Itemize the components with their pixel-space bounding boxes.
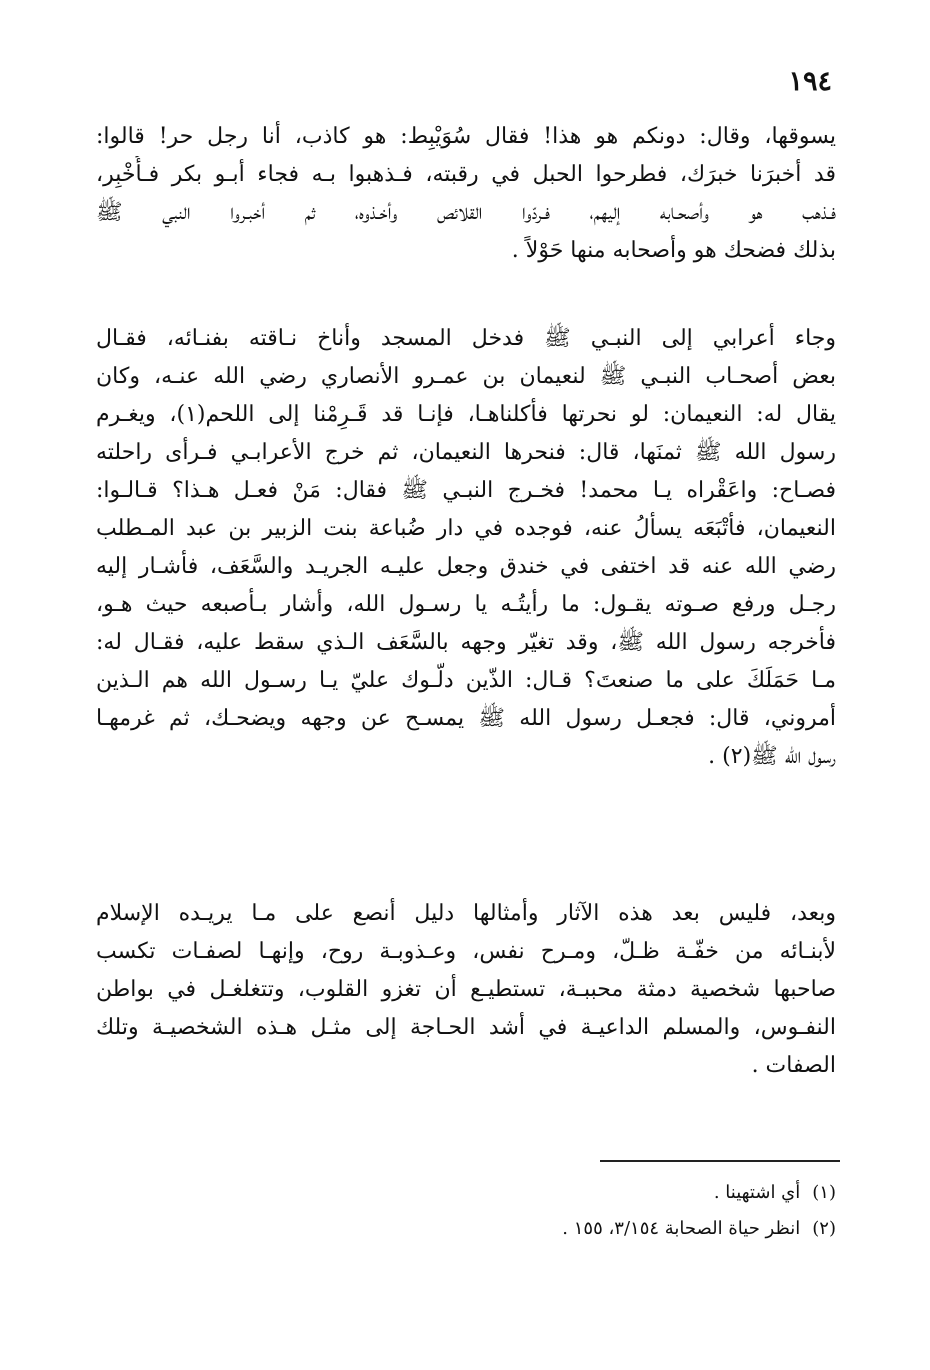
text-line: النفـوس، والمسلم الداعيـة في أشد الحـاجة إلى مثـل هـذه الشخصيـة وتلك xyxy=(96,1015,836,1040)
text-line: رضي الله عنه قد اختفى في خندق وجعل عليـه الجريـد والسَّعَف، فأشـار إليه xyxy=(96,554,836,579)
text-line: وبعد، فليس بعد هذه الآثار وأمثالها دليل أنصع على مـا يريـده الإسلام xyxy=(96,901,836,926)
text-line: مـا حَمَلَكَ على ما صنعتَ؟ قـال: الذّين دلّـوك عليّ يـا رسـول الله هم الـذين xyxy=(96,668,836,693)
footnotes xyxy=(96,1175,836,1247)
footnote-1 xyxy=(96,1175,836,1211)
text-line: الصفات . xyxy=(751,1053,836,1078)
footnote-divider xyxy=(600,1160,840,1162)
paragraph-2 xyxy=(96,320,836,776)
paragraph-1 xyxy=(96,118,836,270)
footnote-marker: (١) xyxy=(812,1182,836,1203)
text-line: وجاء أعرابي إلى النبـي ﷺ فدخل المسجد وأناخ نـاقته بفنـائه، فقـال xyxy=(96,326,836,351)
footnote-text: أي اشتهينا . xyxy=(713,1182,801,1203)
text-line: يسوقها، وقال: دونكم هو هذا! فقال سُوَيْبِط: هو كاذب، أنا رجل حر! قالوا: xyxy=(96,124,836,149)
text-line: بذلك فضحك هو وأصحابه منها حَوْلاً . xyxy=(511,238,836,263)
text-line: صاحبها شخصية دمثة محببـة، تستطيـع أن تغزو القلوب، وتتغلغـل في بواطن xyxy=(96,977,836,1002)
text-line: قد أخبرَنا خبرَك، فطرحوا الحبل في رقبته، فـذهبوا بـه فجاء أبـو بكر فـأُخْبِر، xyxy=(96,162,836,187)
text-line: بعض أصحـاب النبـي ﷺ لنعيمان بن عمـرو الأنصاري رضي الله عنـه، وكان xyxy=(96,364,836,389)
text-line: أمروني، قال: فجعـل رسول الله ﷺ يمسـح عن وجهه ويضحـك، ثم غرمهـا xyxy=(96,706,836,731)
text-line: يقال له: النعيمان: لو نحرتها فأكلناهـا، فإنـا قد قَـرِمْنا إلى اللحم(١)، ويغـرم xyxy=(96,402,836,427)
text-line: فأخرجه رسول الله ﷺ، وقد تغيّر وجهه بالسَّعَف الـذي سقط عليه، فقـال له: xyxy=(96,630,836,655)
footnote-2 xyxy=(96,1211,836,1247)
page-number: ١٩٤ xyxy=(788,66,832,97)
text-line: رسول الله ﷺ(٢) . xyxy=(708,744,836,769)
text-line: لأبنـائه من خفّـة ظـلّ، ومـرح نفس، وعـذوبـة روح، وإنهـا لصفـات تكسب xyxy=(96,939,836,964)
text-line: النعيمان، فأتْبَعَه يسألُ عنه، فوجده في دار ضُباعة بنت الزبير بن عبد المـطلب xyxy=(96,516,836,541)
text-line: فـذهب هو وأصحـابه إليهم، فـردّوا القلائص وأخـذوه، ثم أخبـروا النبي ﷺ xyxy=(96,200,836,225)
paragraph-3 xyxy=(96,895,836,1085)
text-line: رجـل ورفع صـوته يقـول: ما رأيتُـه يا رسـول الله، وأشار بـأصبعه حيث هـو، xyxy=(96,592,836,617)
text-line: فصـاح: واعَقْراه يـا محمد! فخـرج النبـي ﷺ فقال: مَنْ فعـل هـذا؟ قـالـوا: xyxy=(96,478,836,503)
footnote-marker: (٢) xyxy=(812,1218,836,1239)
footnote-text: انظر حياة الصحابة ٣/١٥٤، ١٥٥ . xyxy=(562,1218,801,1239)
text-line: رسول الله ﷺ ثمنَها، قال: فنحرها النعيمان، ثم خرج الأعرابـي فـرأى راحلته xyxy=(96,440,836,465)
